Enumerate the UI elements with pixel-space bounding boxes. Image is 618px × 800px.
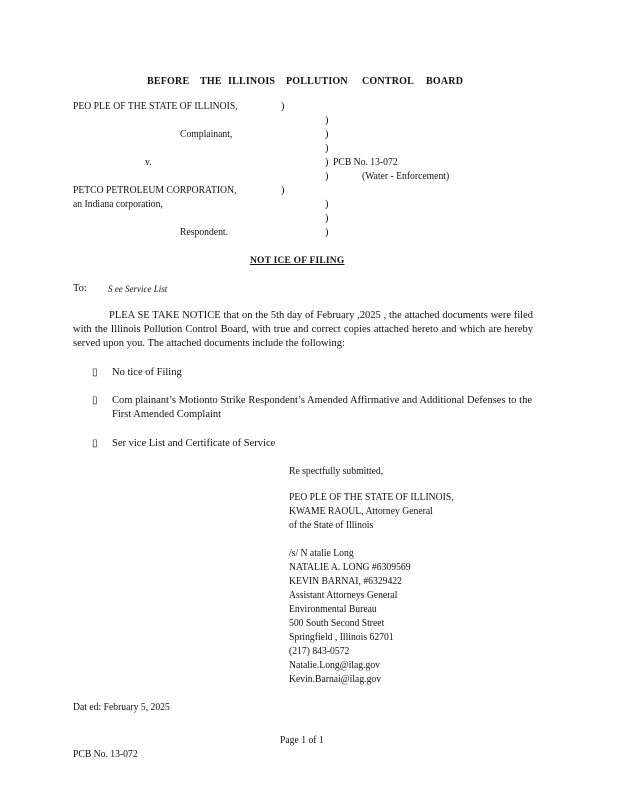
document-title: NOT ICE OF FILING [250,256,345,266]
header-word: BOARD [426,76,464,87]
caption-paren: ) [325,129,329,140]
bullet-icon: ▯ [92,395,98,406]
list-item: Com plainant’s Motionto Strike Respondent’s Amended Affirmative and Additional Defenses to the First Amended Complaint [112,395,532,420]
attorney-line: Springfield , Illinois 62701 [289,632,394,643]
attorney-line: KEVIN BARNAI, #6329422 [289,576,402,587]
case-type: (Water - Enforcement) [362,171,450,182]
email-link[interactable]: Kevin.Barnai@ilag.gov [289,674,382,685]
signature-line: of the State of Illinois [289,520,374,531]
caption-paren: ) [281,101,285,112]
header-word: CONTROL [362,76,414,87]
date-line: Dat ed: February 5, 2025 [73,702,170,713]
caption-paren: ) [325,227,329,238]
respondent-label: Respondent. [180,227,229,238]
to-value: S ee Service List [108,284,168,294]
attorney-line: NATALIE A. LONG #6309569 [289,562,411,573]
attorney-line: Environmental Bureau [289,604,377,615]
versus: v. [145,157,152,168]
header-word: BEFORE [147,76,190,87]
respondent-description: an Indiana corporation, [73,199,163,210]
attorney-line: 500 South Second Street [289,618,385,629]
attorney-line: Assistant Attorneys General [289,590,398,601]
footer-case-number: PCB No. 13-072 [73,749,138,760]
header-word: THE [200,76,222,87]
bullet-icon: ▯ [92,367,98,378]
electronic-signature: /s/ N atalie Long [289,548,354,559]
case-number: PCB No. 13-072 [333,157,398,168]
caption-paren: ) [281,185,285,196]
signature-line: PEO PLE OF THE STATE OF ILLINOIS, [289,492,454,503]
notice-body: PLEA SE TAKE NOTICE that on the 5th day of February ,2025 , the attached documents were filed with the Illinois Pollution Control Board, with true and correct copies attached hereto and which are hereby served upon you. The attached documents include the following: [73,310,533,349]
caption-paren: ) [325,171,329,182]
caption-paren: ) [325,157,329,168]
caption-paren: ) [325,199,329,210]
bullet-icon: ▯ [92,438,98,449]
attorney-line: (217) 843-0572 [289,646,350,657]
caption-paren: ) [325,143,329,154]
page-number: Page 1 of 1 [280,735,324,746]
header-word: ILLINOIS [228,76,276,87]
complainant-party: PEO PLE OF THE STATE OF ILLINOIS, [73,101,238,112]
complainant-label: Complainant, [180,129,233,140]
header-word: POLLUTION [286,76,348,87]
closing: Re spectfully submitted, [289,466,384,477]
list-item: Ser vice List and Certificate of Service [112,438,276,449]
caption-paren: ) [325,115,329,126]
list-item: No tice of Filing [112,367,182,378]
to-label: To: [73,283,87,294]
respondent-party: PETCO PETROLEUM CORPORATION, [73,185,237,196]
caption-paren: ) [325,213,329,224]
signature-line: KWAME RAOUL, Attorney General [289,506,433,517]
email-link[interactable]: Natalie.Long@ilag.gov [289,660,380,671]
